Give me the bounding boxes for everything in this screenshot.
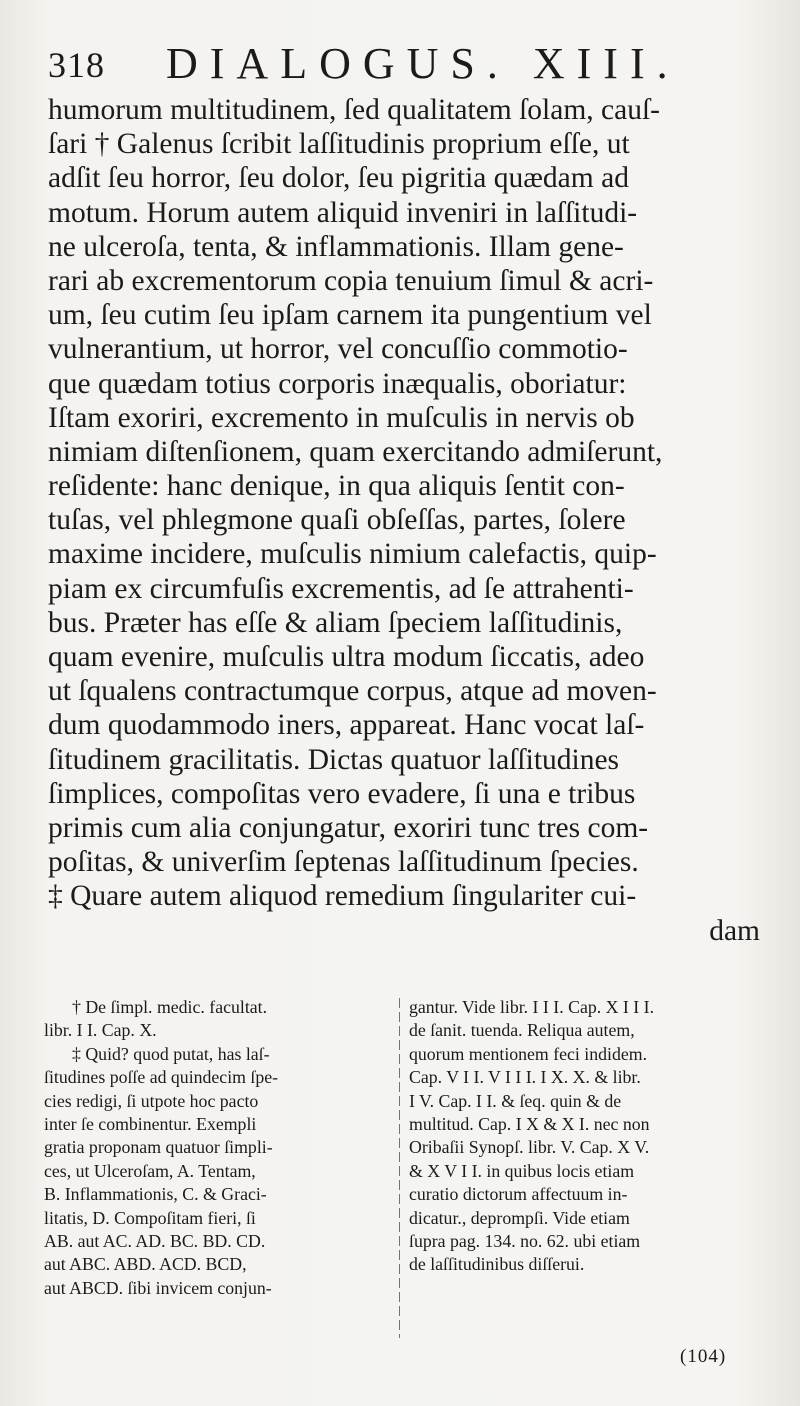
- text-line: humorum multitudinem, ſed qualitatem ſolam, cauſ-: [48, 94, 660, 126]
- footnote-line: gantur. Vide libr. I I I. Cap. X I I I.: [409, 997, 655, 1017]
- footnote-line: de ſanit. tuenda. Reliqua autem,: [409, 1020, 635, 1041]
- text-line: ſari † Galenus ſcribit laſſitudinis proprium eſſe, ut: [48, 128, 630, 161]
- footnote-line: ſupra pag. 134. no. 62. ubi etiam: [409, 1230, 641, 1251]
- footnote-line: ‡ Quid? quod putat, has laſ-: [72, 1043, 270, 1064]
- footnote-line: curatio dictorum affectuum in-: [409, 1184, 628, 1205]
- footnote-line: multitud. Cap. I X & X I. nec non: [409, 1113, 650, 1134]
- column-divider: [399, 998, 400, 1338]
- footnotes-right-column: [409, 996, 779, 1277]
- footnote-line: ſitudines poſſe ad quindecim ſpe-: [44, 1067, 279, 1088]
- page-number: 318: [48, 45, 105, 85]
- text-line: um, ſeu cutim ſeu ipſam carnem ita pungentium vel: [48, 299, 652, 332]
- footnote-line: inter ſe combinentur. Exempli: [44, 1113, 257, 1134]
- text-line: Iſtam exoriri, excremento in muſculis in nervis ob: [48, 401, 635, 434]
- text-line: piam ex circumfuſis excrementis, ad ſe attrahenti-: [48, 572, 634, 605]
- footnote-line: aut ABC. ABD. ACD. BCD,: [44, 1254, 247, 1275]
- text-line: reſidente: hanc denique, in qua aliquis ſentit con-: [48, 470, 625, 503]
- text-line: ne ulceroſa, tenta, & inflammationis. Illam gene-: [48, 230, 624, 263]
- text-line: adſit ſeu horror, ſeu dolor, ſeu pigritia quædam ad: [48, 162, 629, 195]
- text-line: ſitudinem gracilitatis. Dictas quatuor laſſitudines: [48, 743, 620, 776]
- text-line: tuſas, vel phlegmone quaſi obſeſſas, partes, ſolere: [48, 504, 626, 537]
- text-line: bus. Præter has eſſe & aliam ſpeciem laſſitudinis,: [48, 606, 623, 639]
- footnote-line: I V. Cap. I I. & ſeq. quin & de: [409, 1090, 622, 1111]
- footnote-line: libr. I I. Cap. X.: [44, 1020, 157, 1041]
- footnote-line: † De ſimpl. medic. facultat.: [72, 997, 268, 1017]
- text-line: quam evenire, muſculis ultra modum ſiccatis, adeo: [48, 641, 645, 673]
- text-line: maxime incidere, muſculis nimium calefactis, quip-: [48, 538, 657, 571]
- signature-mark: (104): [680, 1346, 727, 1367]
- footnote-line: litatis, D. Compoſitam fieri, ſi: [44, 1207, 256, 1228]
- text-line: que quædam totius corporis inæqualis, oboriatur:: [48, 367, 627, 400]
- footnote-line: ces, ut Ulceroſam, A. Tentam,: [44, 1160, 256, 1181]
- footnote-line: quorum mentionem feci indidem.: [409, 1043, 648, 1064]
- catchword: dam: [709, 914, 760, 947]
- footnote-line: de laſſitudinibus diſſerui.: [409, 1254, 585, 1275]
- footnotes: [44, 996, 784, 1356]
- text-line: ſimplices, compoſitas vero evadere, ſi una e tribus: [48, 777, 636, 810]
- footnote-line: gratia proponam quatuor ſimpli-: [44, 1137, 273, 1158]
- text-line: primis cum alia conjungatur, exoriri tunc tres com-: [48, 811, 649, 844]
- footnote-line: B. Inflammationis, C. & Graci-: [44, 1184, 267, 1205]
- text-line: motum. Horum autem aliquid inveniri in laſſitudi-: [48, 196, 638, 229]
- text-line: rari ab excrementorum copia tenuium ſimul & acri-: [48, 264, 654, 297]
- footnote-line: Cap. V I I. V I I I. I X. X. & libr.: [409, 1067, 641, 1088]
- text-line: poſitas, & univerſim ſeptenas laſſitudinum ſpecies.: [48, 846, 639, 879]
- footnote-line: aut ABCD. ſibi invicem conjun-: [44, 1277, 272, 1298]
- text-line: nimiam diſtenſionem, quam exercitando admiſerunt,: [48, 435, 663, 468]
- text-line: dum quodammodo iners, appareat. Hanc vocat laſ-: [48, 709, 645, 742]
- main-text-block: [48, 93, 760, 948]
- footnote-line: Oribaſii Synopſ. libr. V. Cap. X V.: [409, 1137, 650, 1158]
- text-line: vulnerantium, ut horror, vel concuſſio commotio-: [48, 333, 628, 366]
- footnote-line: dicatur., deprompſi. Vide etiam: [409, 1207, 630, 1228]
- footnote-line: & X V I I. in quibus locis etiam: [409, 1160, 635, 1181]
- footnote-line: AB. aut AC. AD. BC. BD. CD.: [44, 1230, 266, 1251]
- footnote-line: cies redigi, ſi utpote hoc pacto: [44, 1090, 259, 1111]
- text-line: ut ſqualens contractumque corpus, atque ad moven-: [48, 675, 657, 708]
- running-title: DIALOGUS. XIII.: [166, 39, 680, 88]
- text-line: ‡ Quare autem aliquod remedium ſingulariter cui-: [48, 880, 637, 913]
- footnotes-left-column: [44, 996, 394, 1300]
